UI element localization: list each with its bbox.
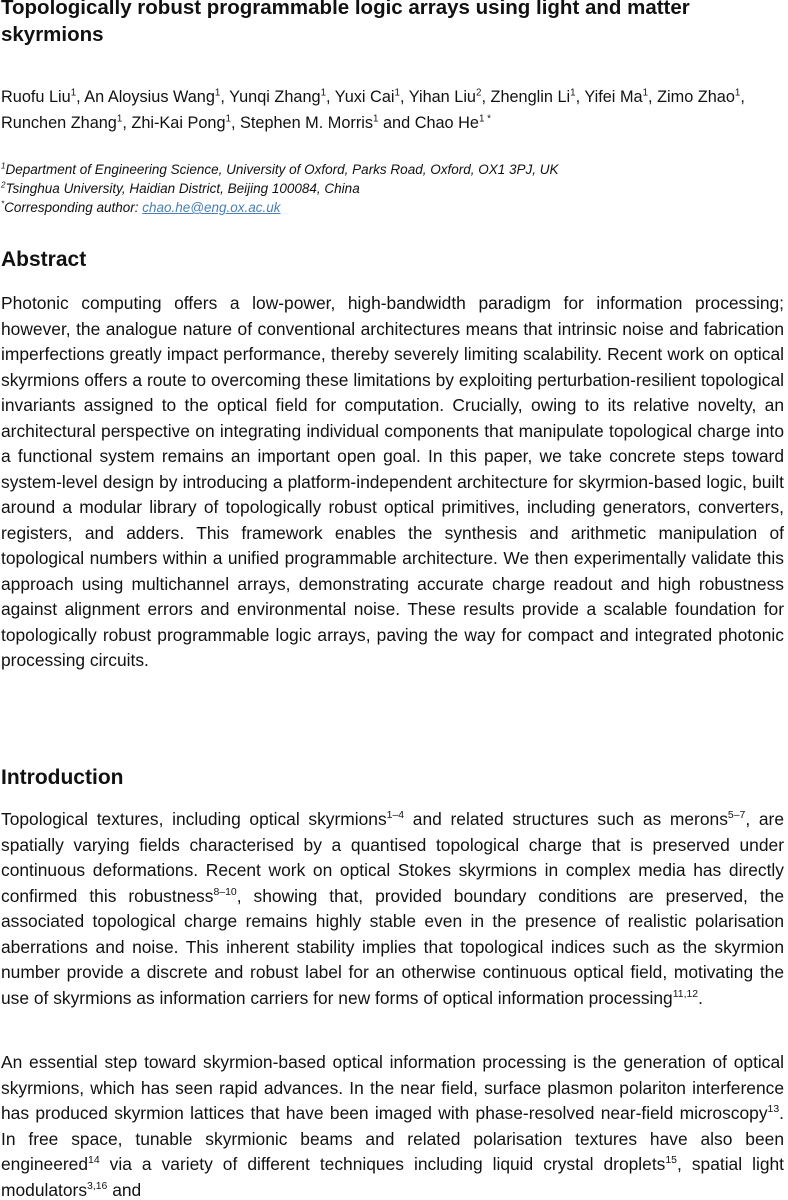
author: Yuxi Cai$^1$ xyxy=(334,87,400,106)
abstract-text: Photonic computing offers a low-power, high-bandwidth paradigm for information processing; however, the analogue nature of conventional architectures means that intrinsic noise and fabrication imperfections greatly impact performance, thereby severely limiting scalability. Recent work on optical skyrmions offers a route to overcoming these limitations by exploiting perturbation-resilient topological invariants assigned to the optical field for computation. Crucially, owing to its relative novelty, an architectural perspective on integrating individual components that manipulate topological charge into a functional system remains an important open goal. In this paper, we take concrete steps toward system-level design by introducing a platform-independent architecture for skyrmion-based logic, built around a modular library of topologically robust optical primitives, including generators, converters, registers, and adders. This framework enables the synthesis and arithmetic manipulation of topological numbers within a unified programmable architecture. We then experimentally validate this approach using multichannel arrays, demonstrating accurate charge readout and high robustness against alignment errors and environmental noise. These results provide a scalable foundation for topologically robust programmable logic arrays, paving the way for compact and integrated photonic processing circuits. xyxy=(1,293,784,670)
author: Yunqi Zhang$^1$ xyxy=(229,87,326,106)
author: An Aloysius Wang$^1$ xyxy=(84,87,221,106)
intro-paragraph-1: Topological textures, including optical skyrmions$^{1-4}$ and related structures such as merons$^{5-7}$, are spatially varying fields characterised by a quantised topological charge that is preserved under continuous deformations. Recent work on optical Stokes skyrmions in complex media has directly confirmed this robustness$^{8-10}$, showing that, provided boundary conditions are preserved, the associated topological charge remains highly stable even in the presence of realistic polarisation aberrations and noise. This inherent stability implies that topological indices such as the skyrmion number provide a discrete and robust label for an otherwise continuous optical field, motivating the use of skyrmions as information carriers for new forms of optical information processing$^{11,12}$. xyxy=(1,809,785,1008)
corresponding-email-link[interactable]: chao.he@eng.ox.ac.uk xyxy=(142,200,281,215)
citation: 5–7 xyxy=(727,810,746,822)
author: Zhenglin Li$^1$ xyxy=(490,87,576,106)
citation: 8–10 xyxy=(213,886,237,898)
author: Ruofu Liu$^1$ xyxy=(1,87,77,106)
intro-paragraph-2: An essential step toward skyrmion-based optical information processing is the generation of optical skyrmions, which has seen rapid advances. In the near field, surface plasmon polariton interference has produced skyrmion lattices that have been imaged with phase-resolved near-field microscopy$^{13}$. In free space, tunable skyrmionic beams and related polarisation textures have also been engineered$^{14}$ via a variety of different techniques including liquid crystal droplets$^{15}$, spatial light modulators$^{3,16}$ and xyxy=(1,1052,785,1200)
affiliation-1: $^1$Department of Engineering Science, University of Oxford, Parks Road, Oxford, OX1 3PJ, UK xyxy=(1,161,559,177)
author: Zhi-Kai Pong$^1$ xyxy=(131,113,231,132)
corresponding-author: *Corresponding author: chao.he@eng.ox.ac.uk xyxy=(1,199,281,215)
citation: 1–4 xyxy=(386,810,405,822)
author: Stephen M. Morris$^1$ xyxy=(240,113,379,132)
citation: 11,12 xyxy=(672,988,699,1000)
paper-title: Topologically robust programmable logic arrays using light and matter skyrmions xyxy=(1,0,690,46)
author: Yihan Liu$^2$ xyxy=(408,87,482,106)
author: Yifei Ma$^1$ xyxy=(584,87,649,106)
citation: 13 xyxy=(767,1104,780,1116)
citation: 3,16 xyxy=(87,1180,108,1192)
affiliations xyxy=(1,160,785,217)
author: Runchen Zhang$^1$ xyxy=(1,113,123,132)
citation: 15 xyxy=(665,1155,677,1167)
abstract-heading: Abstract xyxy=(1,248,87,271)
affiliation-2: $^2$Tsinghua University, Haidian District, Beijing 100084, China xyxy=(1,180,360,196)
author-list: Ruofu Liu$^1$, An Aloysius Wang$^1$, Yunqi Zhang$^1$, Yuxi Cai$^1$, Yihan Liu$^2$, Zhenglin Li$^1$, Yifei Ma$^1$, Zimo Zhao$^1$, Runchen Zhang$^1$, Zhi-Kai Pong$^1$, Stephen M. Morris$^1$ and Chao $He^{1 *}$ xyxy=(1,87,745,132)
author: Zimo Zhao$^1$ xyxy=(657,87,741,106)
citation: 14 xyxy=(88,1155,100,1167)
introduction-heading: Introduction xyxy=(1,766,124,789)
author: Chao $He^{1 *}$ xyxy=(414,113,491,132)
